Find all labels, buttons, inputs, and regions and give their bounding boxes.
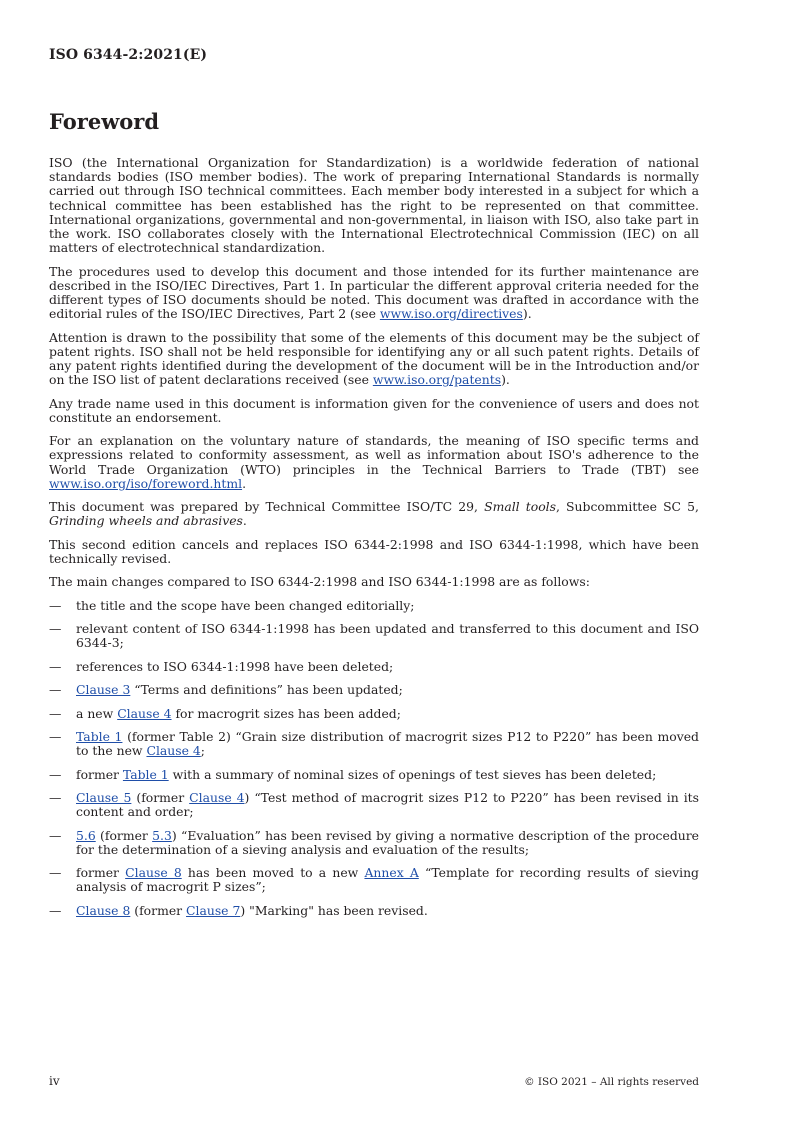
link-clause-3[interactable]: Clause 3 — [76, 682, 131, 698]
link-annex-a[interactable]: Annex A — [364, 865, 419, 881]
list-item: — the title and the scope have been changed editorially; — [49, 597, 415, 613]
paragraph-trade-name: Any trade name used in this document is information given for the convenience of users and does not constitute an endorsement. — [49, 395, 699, 425]
list-item: — Clause 8 (former Clause 7) "Marking" has been revised. — [49, 902, 428, 918]
list-item: — former Table 1 with a summary of nominal sizes of openings of test sieves has been deleted; — [49, 766, 657, 782]
link-foreword[interactable]: www.iso.org/iso/foreword.html — [49, 475, 243, 491]
list-item: — relevant content of ISO 6344-1:1998 has been updated and transferred to this document and ISO 6344-3; — [49, 621, 699, 651]
paragraph-voluntary-nature: For an explanation on the voluntary nature of standards, the meaning of ISO specific terms and expressions related to conformity assessment, as well as information about ISO's adherence to the World Trade Organization (WTO) principles in the Technical Barriers to Trade (TBT) see www.iso.org/iso/foreword.html. — [49, 433, 699, 491]
page-number: iv — [49, 1074, 60, 1088]
link-section-5-6[interactable]: 5.6 — [76, 827, 96, 843]
page-title: Foreword — [49, 109, 160, 134]
link-clause-4[interactable]: Clause 4 — [189, 789, 245, 805]
paragraph-procedures: The procedures used to develop this document and those intended for its further maintenance are described in the ISO/IEC Directives, Part 1. In particular the different approval criteria needed for the different types of ISO documents should be noted. This document was drafted in accordance with the editorial rules of the ISO/IEC Directives, Part 2 (see www.iso.org/directives). — [49, 263, 699, 322]
link-clause-7[interactable]: Clause 7 — [186, 902, 241, 918]
paragraph-patents: Attention is drawn to the possibility that some of the elements of this document may be the subject of patent rights. ISO shall not be held responsible for identifying any or all such patent rights. Details of any patent rights identified during the development of the document will be in the Introduction and/or on the ISO list of patent declarations received (see www.iso.org/patents). — [49, 329, 699, 388]
paragraph-iso-intro: ISO (the International Organization for Standardization) is a worldwide federation of national standards bodies (ISO member bodies). The work of preparing International Standards is normally carried out through ISO technical committees. Each member body interested in a subject for which a technical committee has been established has the right to be represented on that committee. International organizations, governmental and non-governmental, in liaison with ISO, also take part in the work. ISO collaborates closely with the International Electrotechnical Commission (IEC) on all matters of electrotechnical standardization. — [49, 155, 699, 256]
list-item: — former Clause 8 has been moved to a new Annex A “Template for recording results of sieving analysis of macrogrit P sizes”; — [49, 865, 699, 895]
list-item: — references to ISO 6344-1:1998 have been deleted; — [49, 658, 394, 674]
paragraph-main-changes: The main changes compared to ISO 6344-2:1998 and ISO 6344-1:1998 are as follows: — [49, 574, 590, 590]
list-item: — a new Clause 4 for macrogrit sizes has been added; — [49, 705, 401, 721]
foreword-body — [49, 156, 699, 927]
list-item: — Clause 3 “Terms and definitions” has been updated; — [49, 682, 403, 698]
link-clause-5[interactable]: Clause 5 — [76, 789, 132, 805]
list-item: — Table 1 (former Table 2) “Grain size distribution of macrogrit sizes P12 to P220” has been moved to the new Clause 4; — [49, 728, 699, 759]
link-table-1[interactable]: Table 1 — [76, 728, 123, 744]
list-item: — 5.6 (former 5.3) “Evaluation” has been revised by giving a normative description of the procedure for the determination of a sieving analysis and evaluation of the results; — [49, 827, 699, 857]
link-clause-4[interactable]: Clause 4 — [117, 705, 172, 721]
link-section-5-3[interactable]: 5.3 — [152, 827, 172, 843]
link-clause-4[interactable]: Clause 4 — [146, 743, 201, 759]
link-table-1[interactable]: Table 1 — [122, 766, 169, 782]
paragraph-committee: This document was prepared by Technical Committee ISO/TC 29, Small tools, Subcommittee SC 5, Grinding wheels and abrasives. — [49, 499, 699, 529]
copyright-notice: © ISO 2021 – All rights reserved — [524, 1076, 699, 1088]
link-clause-8[interactable]: Clause 8 — [125, 865, 182, 881]
paragraph-edition: This second edition cancels and replaces ISO 6344-2:1998 and ISO 6344-1:1998, which have been technically revised. — [49, 536, 699, 566]
document-id-header: ISO 6344-2:2021(E) — [49, 47, 208, 63]
link-clause-8[interactable]: Clause 8 — [76, 902, 131, 918]
list-item: — Clause 5 (former Clause 4) “Test method of macrogrit sizes P12 to P220” has been revised in its content and order; — [49, 789, 699, 820]
link-directives[interactable]: www.iso.org/directives — [379, 306, 523, 322]
link-patents[interactable]: www.iso.org/patents — [372, 372, 502, 388]
